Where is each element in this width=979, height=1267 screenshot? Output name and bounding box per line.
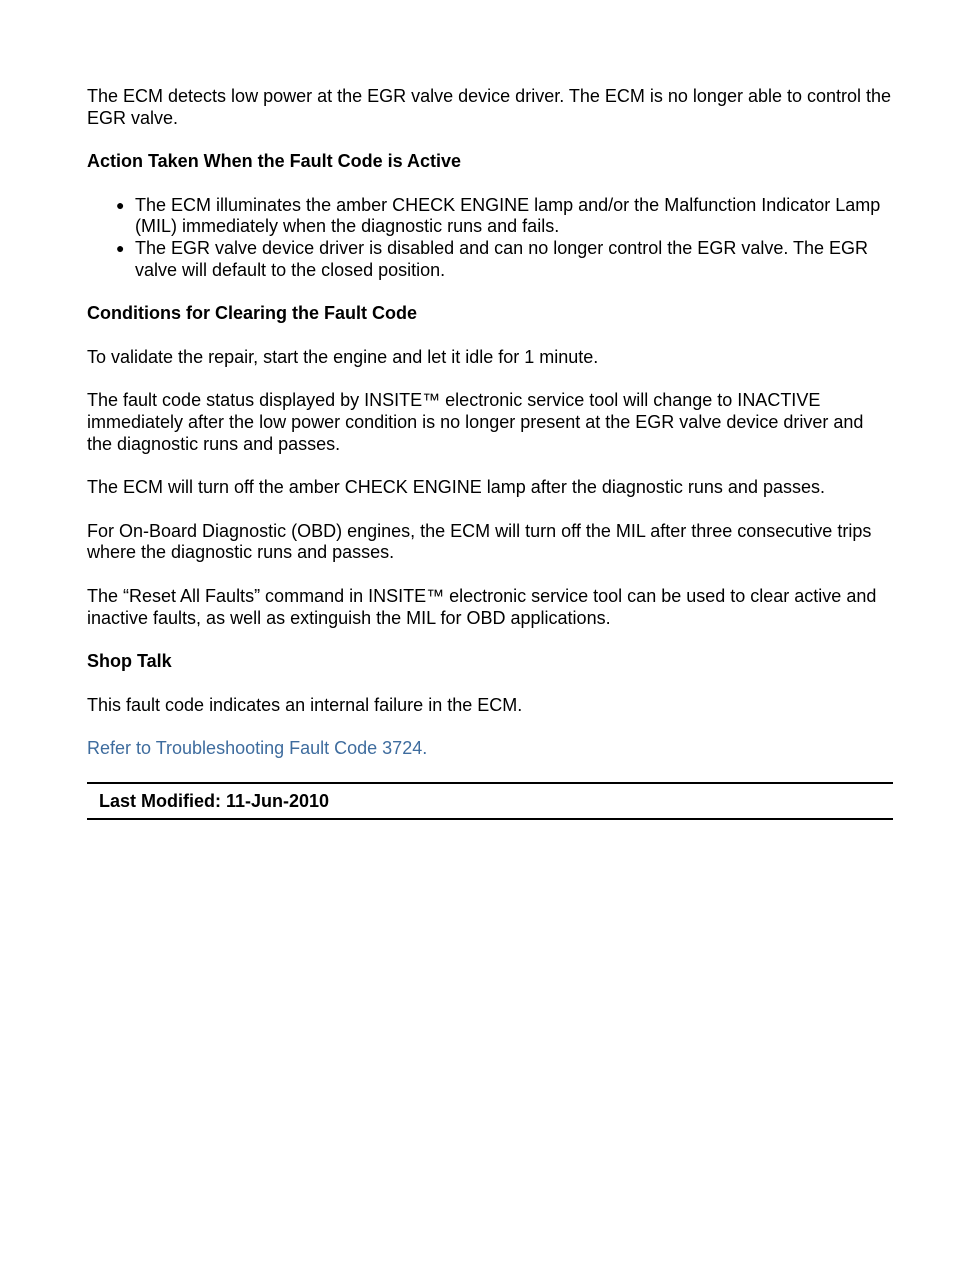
action-heading: Action Taken When the Fault Code is Active <box>87 151 462 172</box>
troubleshooting-link[interactable]: Refer to Troubleshooting Fault Code 3724. <box>87 738 428 759</box>
clearing-paragraph: The fault code status displayed by INSITE™ electronic service tool will change to INACTIVE immediately after the low power condition is no longer present at the EGR valve device driver and the diagnostic runs and passes. <box>87 390 864 454</box>
clearing-paragraph: To validate the repair, start the engine and let it idle for 1 minute. <box>87 346 599 367</box>
list-item <box>116 194 893 238</box>
clearing-heading: Conditions for Clearing the Fault Code <box>87 303 417 324</box>
last-modified-footer: Last Modified: 11-Jun-2010 <box>87 782 893 820</box>
list-item-text: The EGR valve device driver is disabled and can no longer control the EGR valve. The EGR valve will default to the closed position. <box>135 237 869 280</box>
clearing-paragraph: For On-Board Diagnostic (OBD) engines, the ECM will turn off the MIL after three consecutive trips where the diagnostic runs and passes. <box>87 520 872 563</box>
list-item-text: The ECM illuminates the amber CHECK ENGINE lamp and/or the Malfunction Indicator Lamp (MIL) immediately when the diagnostic runs and fails. <box>135 194 881 237</box>
clearing-paragraph: The “Reset All Faults” command in INSITE™ electronic service tool can be used to clear active and inactive faults, as well as extinguish the MIL for OBD applications. <box>87 585 877 628</box>
bullet-icon: ● <box>116 196 125 213</box>
bullet-icon: ● <box>116 239 125 256</box>
action-list <box>87 195 893 281</box>
shop-talk-paragraph: This fault code indicates an internal failure in the ECM. <box>87 694 523 715</box>
document-body <box>87 86 893 820</box>
shop-talk-heading: Shop Talk <box>87 651 172 672</box>
clearing-paragraph: The ECM will turn off the amber CHECK ENGINE lamp after the diagnostic runs and passes. <box>87 477 825 498</box>
list-item <box>116 237 893 281</box>
intro-paragraph: The ECM detects low power at the EGR valve device driver. The ECM is no longer able to control the EGR valve. <box>87 86 892 128</box>
troubleshooting-link-line <box>87 738 893 760</box>
